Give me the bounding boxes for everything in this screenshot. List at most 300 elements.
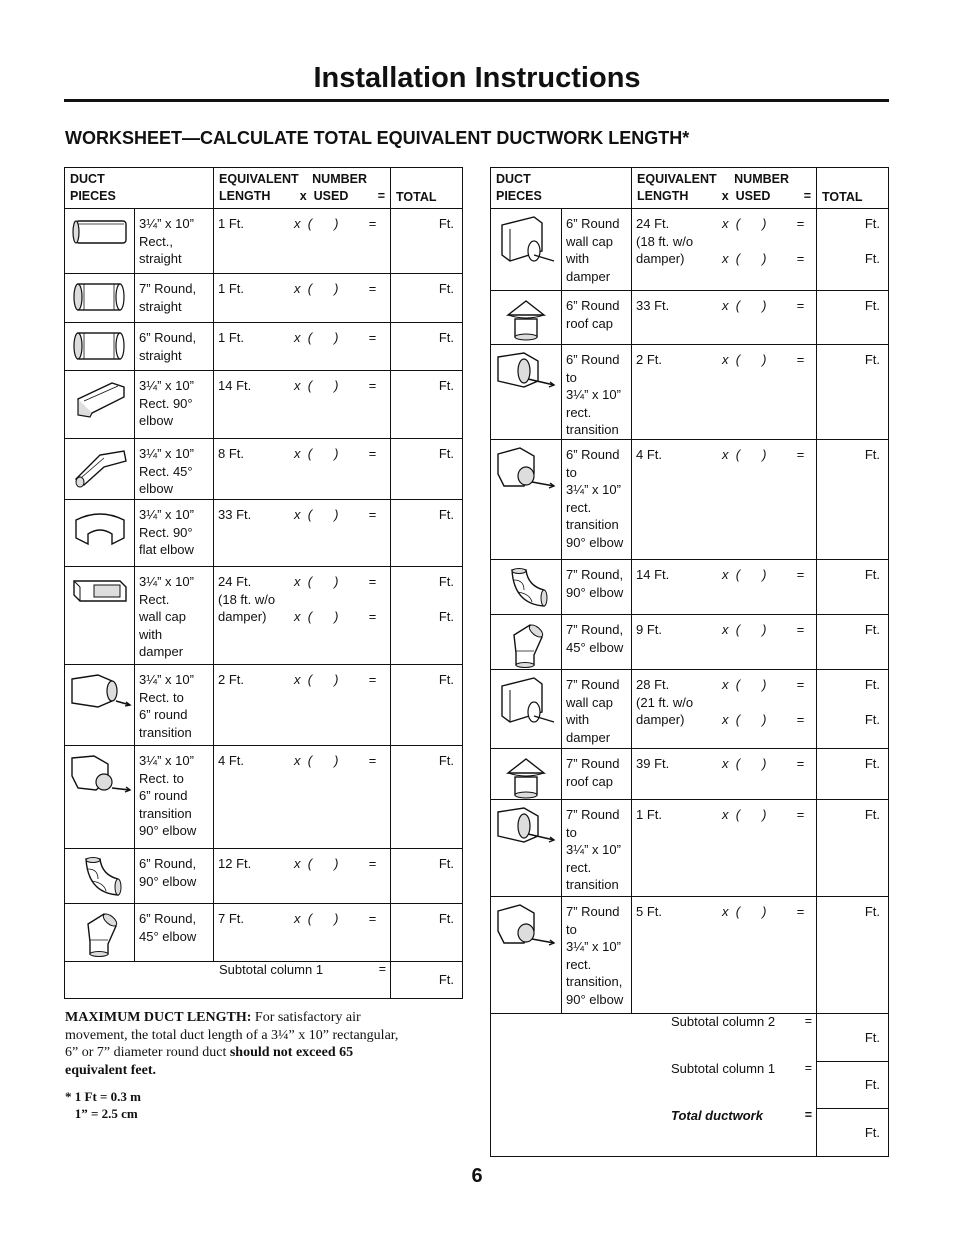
number-used-entry[interactable] xyxy=(722,297,804,315)
open-paren: ( xyxy=(307,378,313,393)
table-row xyxy=(491,345,889,440)
duct-piece-name: 3¼” x 10” Rect. wall cap with damper xyxy=(135,567,214,665)
round-45-elbow-icon xyxy=(491,614,562,669)
total-ft: Ft. xyxy=(438,609,455,625)
duct-piece-name: 3¼” x 10” Rect. to 6” round transition xyxy=(135,665,214,746)
total-ft: Ft. xyxy=(864,298,881,313)
subtotal-col2-total[interactable]: Ft. xyxy=(817,1013,889,1061)
equivalent-length-cell xyxy=(632,669,817,748)
open-paren: ( xyxy=(735,216,741,231)
subtotal-col1-total[interactable]: Ft. xyxy=(391,962,463,999)
equivalent-length: 4 Ft. xyxy=(636,446,663,462)
equivalent-length-cell xyxy=(214,849,391,904)
equals-sign: = xyxy=(796,216,805,231)
table-row xyxy=(65,439,463,500)
x-sign: x xyxy=(722,712,729,728)
x-sign: x xyxy=(294,216,301,231)
round-to-rect-elbow-icon xyxy=(491,896,562,1013)
total-ft: Ft. xyxy=(864,251,881,267)
subtotal-col2-label-cell xyxy=(491,1013,817,1061)
close-paren: ) xyxy=(334,574,339,589)
x-sign: x xyxy=(722,352,729,367)
round-to-rect-transition-icon xyxy=(491,345,562,440)
round-to-rect-transition-icon xyxy=(491,799,562,896)
equivalent-length-cell xyxy=(214,746,391,849)
total-cell[interactable] xyxy=(391,567,463,665)
worksheet-table-right xyxy=(490,167,889,1157)
equivalent-length: 7 Ft. xyxy=(218,911,245,926)
equivalent-length: 1 Ft. xyxy=(636,806,663,822)
number-used-entry[interactable] xyxy=(294,910,376,928)
equals-sign: = xyxy=(796,352,805,367)
equivalent-length: 39 Ft. xyxy=(636,755,670,771)
duct-piece-name: 6” Round roof cap xyxy=(562,291,632,345)
equivalent-length-cell xyxy=(632,291,817,345)
x-sign: x xyxy=(294,507,301,522)
number-used-entry[interactable] xyxy=(294,445,376,463)
total-cell[interactable] xyxy=(817,748,889,799)
total-ft: Ft. xyxy=(864,352,881,367)
worksheet-table-left xyxy=(64,167,463,999)
round-to-rect-elbow-icon xyxy=(491,439,562,559)
number-used-entry[interactable] xyxy=(722,621,804,639)
equivalent-length-cell xyxy=(632,209,817,291)
close-paren: ) xyxy=(334,281,339,296)
open-paren: ( xyxy=(307,574,313,589)
total-ft: Ft. xyxy=(438,330,455,345)
duct-piece-name: 6” Round to 3¼” x 10” rect. transition xyxy=(562,345,632,440)
subtotal-row xyxy=(491,1061,889,1108)
number-used-entry[interactable] xyxy=(294,377,376,395)
open-paren: ( xyxy=(735,903,741,919)
equivalent-length-cell xyxy=(632,896,817,1013)
total-ft: Ft. xyxy=(438,911,455,926)
header-equivalent: EQUIVALENT NUMBER LENGTH x USED = xyxy=(632,168,817,209)
x-sign: x xyxy=(722,903,729,919)
open-paren: ( xyxy=(307,507,313,522)
open-paren: ( xyxy=(307,216,313,231)
close-paren: ) xyxy=(762,216,767,231)
total-cell[interactable] xyxy=(817,559,889,614)
roof-cap-icon xyxy=(491,291,562,345)
equivalent-length-cell xyxy=(214,274,391,323)
x-sign: x xyxy=(294,911,301,926)
open-paren: ( xyxy=(735,446,741,462)
table-row xyxy=(65,904,463,962)
equivalent-length: 5 Ft. xyxy=(636,903,663,919)
x-sign: x xyxy=(294,446,301,461)
open-paren: ( xyxy=(735,251,741,267)
duct-piece-name: 3¼” x 10” Rect. 90° elbow xyxy=(135,371,214,439)
subtotal-col1-label: Subtotal column 1 xyxy=(671,1061,776,1077)
table-row xyxy=(65,323,463,371)
duct-piece-name: 6” Round, 45° elbow xyxy=(135,904,214,962)
equals-sign: = xyxy=(796,676,805,692)
total-ft: Ft. xyxy=(864,755,881,771)
total-cell[interactable] xyxy=(391,209,463,274)
close-paren: ) xyxy=(762,755,767,771)
x-sign: x xyxy=(294,281,301,296)
total-cell[interactable] xyxy=(391,746,463,849)
table-row xyxy=(65,849,463,904)
close-paren: ) xyxy=(762,621,767,637)
maximum-duct-length-note: MAXIMUM DUCT LENGTH: For satisfactory air movement, the total duct length of a 3¼” x 10” rectangular, 6” or 7” diameter round duct should not exceed 65 equivalent feet. xyxy=(65,1010,399,1078)
equivalent-length: 24 Ft. (18 ft. w/o damper) xyxy=(636,216,694,267)
round-45-elbow-icon xyxy=(65,904,135,962)
table-row xyxy=(65,746,463,849)
equals-sign: = xyxy=(368,911,377,926)
equals-sign: = xyxy=(804,1108,813,1123)
equals-sign: = xyxy=(796,621,805,637)
equals-sign: = xyxy=(368,574,377,589)
duct-piece-name: 6” Round wall cap with damper xyxy=(562,209,632,291)
equivalent-length-cell xyxy=(214,371,391,439)
equivalent-length: 33 Ft. xyxy=(218,507,252,522)
header-total: TOTAL xyxy=(391,168,463,209)
equivalent-length-cell xyxy=(214,567,391,665)
total-cell[interactable] xyxy=(391,849,463,904)
total-ft: Ft. xyxy=(864,621,881,637)
round-90-elbow-icon xyxy=(491,559,562,614)
subtotal-row xyxy=(65,962,463,999)
title-rule xyxy=(64,99,889,102)
duct-piece-name: 3¼” x 10” Rect. to 6” round transition 90° elbow xyxy=(135,746,214,849)
duct-piece-name: 7” Round to 3¼” x 10” rect. transition xyxy=(562,799,632,896)
number-used-entry[interactable] xyxy=(722,676,804,729)
total-cell[interactable] xyxy=(391,439,463,500)
total-ft: Ft. xyxy=(864,806,881,822)
open-paren: ( xyxy=(307,330,313,345)
equals-sign: = xyxy=(368,753,377,768)
equals-sign: = xyxy=(368,378,377,393)
rect-45-elbow-icon xyxy=(65,439,135,500)
subtotal-col1-label-cell xyxy=(491,1061,817,1108)
equivalent-length: 33 Ft. xyxy=(636,298,670,313)
total-cell[interactable] xyxy=(817,669,889,748)
number-used-entry[interactable] xyxy=(722,755,804,773)
subtotal-col1-total[interactable]: Ft. xyxy=(817,1061,889,1108)
x-sign: x xyxy=(294,753,301,768)
total-cell[interactable] xyxy=(391,665,463,746)
table-row xyxy=(65,209,463,274)
close-paren: ) xyxy=(334,753,339,768)
open-paren: ( xyxy=(307,856,313,871)
number-used-entry[interactable] xyxy=(294,671,376,689)
number-used-entry[interactable] xyxy=(722,903,804,921)
header-duct-pieces: DUCT PIECES xyxy=(65,168,214,209)
duct-piece-name: 6” Round to 3¼” x 10” rect. transition 90° elbow xyxy=(562,439,632,559)
number-used-entry[interactable] xyxy=(294,752,376,770)
x-sign: x xyxy=(722,676,729,692)
equivalent-length-cell xyxy=(214,500,391,567)
equivalent-length: 1 Ft. xyxy=(218,216,245,231)
close-paren: ) xyxy=(334,446,339,461)
equals-sign: = xyxy=(796,806,805,822)
table-row xyxy=(65,567,463,665)
equals-sign: = xyxy=(796,755,805,771)
total-ft: Ft. xyxy=(438,446,455,461)
table-row xyxy=(65,371,463,439)
equivalent-length-cell xyxy=(632,439,817,559)
open-paren: ( xyxy=(735,566,741,582)
number-used-entry[interactable] xyxy=(294,855,376,873)
duct-piece-name: 6” Round, straight xyxy=(135,323,214,371)
x-sign: x xyxy=(722,446,729,462)
close-paren: ) xyxy=(334,216,339,231)
equivalent-length: 8 Ft. xyxy=(218,446,245,461)
x-sign: x xyxy=(294,609,301,625)
total-ft: Ft. xyxy=(438,574,455,589)
x-sign: x xyxy=(722,216,729,231)
close-paren: ) xyxy=(762,446,767,462)
equivalent-length-cell xyxy=(632,559,817,614)
unit-conversion-note: * 1 Ft = 0.3 m 1” = 2.5 cm xyxy=(65,1089,142,1121)
open-paren: ( xyxy=(735,676,741,692)
table-row xyxy=(491,614,889,669)
equals-sign: = xyxy=(368,507,377,522)
x-sign: x xyxy=(722,621,729,637)
total-cell[interactable] xyxy=(391,904,463,962)
number-used-entry[interactable] xyxy=(722,215,804,268)
number-used-entry[interactable] xyxy=(294,573,376,626)
total-ductwork-label-cell xyxy=(491,1108,817,1156)
close-paren: ) xyxy=(762,298,767,313)
open-paren: ( xyxy=(735,298,741,313)
total-cell[interactable] xyxy=(817,799,889,896)
table-row xyxy=(491,291,889,345)
rect-to-round-elbow-icon xyxy=(65,746,135,849)
total-cell[interactable] xyxy=(391,323,463,371)
round-straight-duct-icon xyxy=(65,323,135,371)
total-ft: Ft. xyxy=(438,507,455,522)
equals-sign: = xyxy=(796,298,805,313)
duct-piece-name: 3¼” x 10” Rect. 90° flat elbow xyxy=(135,500,214,567)
close-paren: ) xyxy=(762,806,767,822)
open-paren: ( xyxy=(307,446,313,461)
total-ft: Ft. xyxy=(438,672,455,687)
total-ft: Ft. xyxy=(864,216,881,231)
equivalent-length: 1 Ft. xyxy=(218,330,245,345)
x-sign: x xyxy=(294,378,301,393)
header-duct-pieces: DUCT PIECES xyxy=(491,168,632,209)
rect-straight-duct-icon xyxy=(65,209,135,274)
table-row xyxy=(65,500,463,567)
roof-cap-icon xyxy=(491,748,562,799)
equals-sign: = xyxy=(796,712,805,728)
close-paren: ) xyxy=(334,609,339,625)
equivalent-length-cell xyxy=(214,665,391,746)
open-paren: ( xyxy=(735,755,741,771)
open-paren: ( xyxy=(307,753,313,768)
total-ductwork-label: Total ductwork xyxy=(671,1108,763,1124)
open-paren: ( xyxy=(307,281,313,296)
total-ft: Ft. xyxy=(438,753,455,768)
duct-piece-name: 7” Round roof cap xyxy=(562,748,632,799)
rect-to-round-transition-icon xyxy=(65,665,135,746)
total-ft: Ft. xyxy=(864,446,881,462)
open-paren: ( xyxy=(735,352,741,367)
equals-sign: = xyxy=(796,251,805,267)
equivalent-length: 2 Ft. xyxy=(218,672,245,687)
number-used-entry[interactable] xyxy=(722,351,804,369)
x-sign: x xyxy=(294,856,301,871)
total-cell[interactable] xyxy=(817,291,889,345)
equals-sign: = xyxy=(368,446,377,461)
total-ft: Ft. xyxy=(864,903,881,919)
subtotal-row xyxy=(491,1108,889,1156)
close-paren: ) xyxy=(762,903,767,919)
close-paren: ) xyxy=(334,378,339,393)
total-cell[interactable] xyxy=(817,896,889,1013)
number-used-entry[interactable] xyxy=(294,215,376,233)
table-row xyxy=(491,209,889,291)
rect-wall-cap-icon xyxy=(65,567,135,665)
rect-90-elbow-icon xyxy=(65,371,135,439)
number-used-entry[interactable] xyxy=(294,506,376,524)
table-row xyxy=(65,274,463,323)
table-row xyxy=(491,439,889,559)
total-ft: Ft. xyxy=(864,566,881,582)
close-paren: ) xyxy=(334,856,339,871)
duct-piece-name: 3¼” x 10” Rect. 45° elbow xyxy=(135,439,214,500)
open-paren: ( xyxy=(735,806,741,822)
close-paren: ) xyxy=(762,251,767,267)
total-ft: Ft. xyxy=(438,281,455,296)
equals-sign: = xyxy=(796,566,805,582)
duct-piece-name: 7” Round, 45° elbow xyxy=(562,614,632,669)
x-sign: x xyxy=(294,574,301,589)
equivalent-length-cell xyxy=(214,904,391,962)
equivalent-length: 2 Ft. xyxy=(636,352,663,367)
equals-sign: = xyxy=(368,672,377,687)
round-wall-cap-icon xyxy=(491,669,562,748)
header-equivalent: EQUIVALENT NUMBER LENGTH x USED = xyxy=(214,168,391,209)
total-cell[interactable] xyxy=(391,500,463,567)
total-cell[interactable] xyxy=(817,209,889,291)
total-cell[interactable] xyxy=(817,439,889,559)
close-paren: ) xyxy=(762,676,767,692)
close-paren: ) xyxy=(334,330,339,345)
close-paren: ) xyxy=(762,566,767,582)
total-ft: Ft. xyxy=(864,712,881,728)
subtotal-col2-label: Subtotal column 2 xyxy=(671,1013,776,1029)
equals-sign: = xyxy=(368,609,377,625)
total-ductwork-total[interactable]: Ft. xyxy=(817,1108,889,1156)
equals-sign: = xyxy=(368,330,377,345)
close-paren: ) xyxy=(762,712,767,728)
round-straight-duct-icon xyxy=(65,274,135,323)
duct-piece-name: 7” Round to 3¼” x 10” rect. transition, 90° elbow xyxy=(562,896,632,1013)
close-paren: ) xyxy=(762,352,767,367)
open-paren: ( xyxy=(307,609,313,625)
number-used-entry[interactable] xyxy=(722,806,804,824)
x-sign: x xyxy=(722,566,729,582)
equivalent-length-cell xyxy=(632,614,817,669)
number-used-entry[interactable] xyxy=(294,329,376,347)
round-90-elbow-icon xyxy=(65,849,135,904)
equivalent-length: 14 Ft. xyxy=(218,378,252,393)
table-row xyxy=(491,799,889,896)
equals-sign: = xyxy=(378,962,387,976)
duct-piece-name: 7” Round, straight xyxy=(135,274,214,323)
equals-sign: = xyxy=(804,1061,813,1076)
x-sign: x xyxy=(294,330,301,345)
subtotal-row xyxy=(491,1013,889,1061)
table-row xyxy=(65,665,463,746)
number-used-entry[interactable] xyxy=(294,280,376,298)
total-cell[interactable] xyxy=(391,371,463,439)
duct-piece-name: 7” Round, 90° elbow xyxy=(562,559,632,614)
round-wall-cap-icon xyxy=(491,209,562,291)
table-row xyxy=(491,559,889,614)
page-number: 6 xyxy=(471,1165,483,1187)
equals-sign: = xyxy=(796,446,805,462)
equivalent-length-cell xyxy=(632,799,817,896)
x-sign: x xyxy=(722,298,729,313)
equivalent-length: 9 Ft. xyxy=(636,621,663,637)
close-paren: ) xyxy=(334,911,339,926)
duct-piece-name: 7” Round wall cap with damper xyxy=(562,669,632,748)
x-sign: x xyxy=(294,672,301,687)
table-row xyxy=(491,748,889,799)
equivalent-length: 1 Ft. xyxy=(218,281,245,296)
equivalent-length-cell xyxy=(214,323,391,371)
open-paren: ( xyxy=(735,712,741,728)
equals-sign: = xyxy=(368,216,377,231)
x-sign: x xyxy=(722,251,729,267)
total-ft: Ft. xyxy=(438,216,455,231)
subtotal-col1-label: Subtotal column 1 xyxy=(219,962,324,977)
equivalent-length: 28 Ft. (21 ft. w/o damper) xyxy=(636,676,694,728)
equals-sign: = xyxy=(796,903,805,919)
equals-sign: = xyxy=(368,856,377,871)
total-ft: Ft. xyxy=(864,676,881,692)
open-paren: ( xyxy=(307,672,313,687)
total-cell[interactable] xyxy=(817,345,889,440)
equals-sign: = xyxy=(804,1013,813,1028)
total-ft: Ft. xyxy=(438,856,455,871)
equivalent-length-cell xyxy=(214,439,391,500)
table-row xyxy=(491,669,889,748)
rect-flat-elbow-icon xyxy=(65,500,135,567)
worksheet-heading: WORKSHEET—CALCULATE TOTAL EQUIVALENT DUCTWORK LENGTH* xyxy=(65,128,690,148)
equivalent-length-cell xyxy=(632,748,817,799)
open-paren: ( xyxy=(735,621,741,637)
total-cell[interactable] xyxy=(391,274,463,323)
x-sign: x xyxy=(722,755,729,771)
total-cell[interactable] xyxy=(817,614,889,669)
page-title: Installation Instructions xyxy=(313,62,641,94)
equivalent-length: 12 Ft. xyxy=(218,856,252,871)
equals-sign: = xyxy=(368,281,377,296)
equivalent-length: 4 Ft. xyxy=(218,753,245,768)
equivalent-length: 24 Ft. (18 ft. w/o damper) xyxy=(218,574,276,625)
close-paren: ) xyxy=(334,672,339,687)
equivalent-length-cell xyxy=(632,345,817,440)
duct-piece-name: 3¼” x 10” Rect., straight xyxy=(135,209,214,274)
header-total: TOTAL xyxy=(817,168,889,209)
subtotal-col1-label-cell xyxy=(65,962,391,999)
total-ft: Ft. xyxy=(438,378,455,393)
number-used-entry[interactable] xyxy=(722,566,804,584)
duct-piece-name: 6” Round, 90° elbow xyxy=(135,849,214,904)
table-row xyxy=(491,896,889,1013)
open-paren: ( xyxy=(307,911,313,926)
number-used-entry[interactable] xyxy=(722,446,804,464)
close-paren: ) xyxy=(334,507,339,522)
equivalent-length-cell xyxy=(214,209,391,274)
x-sign: x xyxy=(722,806,729,822)
